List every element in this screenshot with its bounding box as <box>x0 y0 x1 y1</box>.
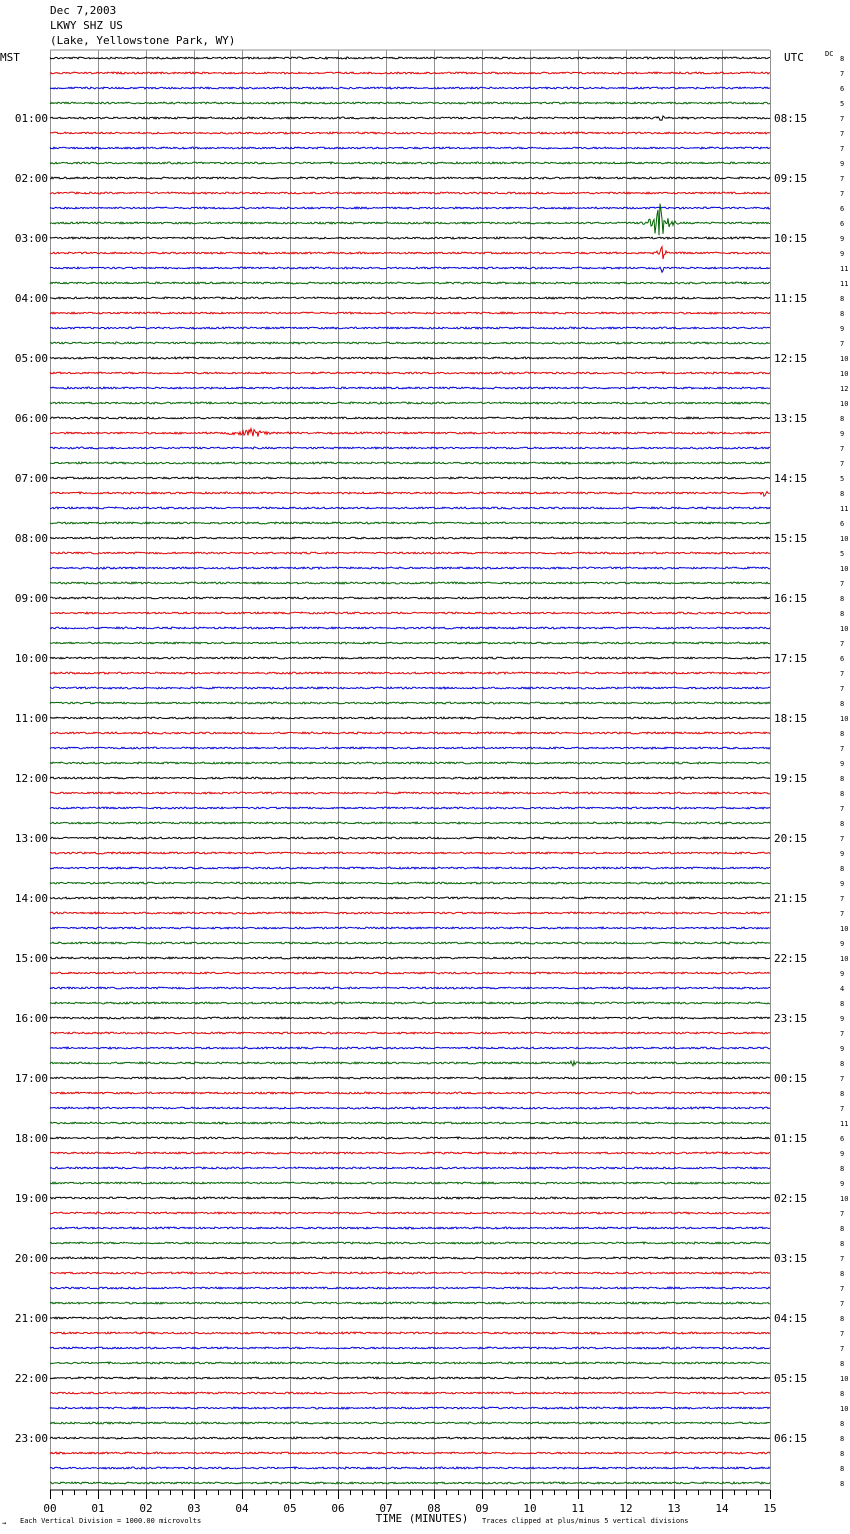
utc-time-label: 13:15 <box>774 412 808 425</box>
trace-row <box>50 1197 770 1199</box>
dc-offset-label: 9 <box>840 235 845 243</box>
location-label: (Lake, Yellowstone Park, WY) <box>50 34 236 47</box>
dc-offset-label: 5 <box>840 100 845 108</box>
dc-offset-label: 8 <box>840 1090 845 1098</box>
trace-row <box>50 147 770 149</box>
dc-offset-label: 6 <box>840 520 845 528</box>
trace-row <box>50 247 770 259</box>
trace-row <box>50 777 770 779</box>
x-tick-label: 13 <box>667 1502 681 1515</box>
trace-row <box>50 597 770 599</box>
mst-time-label: 07:00 <box>14 472 48 485</box>
trace-row <box>50 837 770 839</box>
dc-offset-label: 5 <box>840 550 845 558</box>
trace-row <box>50 177 770 179</box>
mst-time-label: 16:00 <box>14 1012 48 1025</box>
trace-row <box>50 1242 770 1244</box>
dc-offset-label: 8 <box>840 1360 845 1368</box>
x-tick-label: 10 <box>523 1502 537 1515</box>
dc-offset-label: 11 <box>840 505 849 513</box>
dc-offset-label: 7 <box>840 895 845 903</box>
utc-time-label: 23:15 <box>774 1012 808 1025</box>
dc-offset-label: 10 <box>840 715 849 723</box>
x-tick-label: 08 <box>427 1502 441 1515</box>
utc-time-label: 22:15 <box>774 952 808 965</box>
mst-time-label: 20:00 <box>14 1252 48 1265</box>
dc-offset-label: 9 <box>840 1045 845 1053</box>
trace-row <box>50 429 770 437</box>
x-tick-label: 09 <box>475 1502 489 1515</box>
dc-offset-label: 9 <box>840 970 845 978</box>
utc-time-label: 16:15 <box>774 592 808 605</box>
trace-row <box>50 116 770 120</box>
dc-offset-label: 5 <box>840 475 845 483</box>
trace-row <box>50 372 770 374</box>
dc-offset-label: 9 <box>840 325 845 333</box>
trace-row <box>50 1332 770 1334</box>
dc-offset-label: 9 <box>840 760 845 768</box>
dc-offset-label: 7 <box>840 835 845 843</box>
dc-offset-label: 9 <box>840 430 845 438</box>
x-tick-label: 07 <box>379 1502 393 1515</box>
scale-note: Each Vertical Division = 1000.00 microvolts <box>20 1517 202 1525</box>
trace-row <box>50 1182 770 1184</box>
dc-offset-label: 7 <box>840 70 845 78</box>
dc-offset-label: 8 <box>840 730 845 738</box>
dc-offset-label: 10 <box>840 355 849 363</box>
utc-time-label: 00:15 <box>774 1072 808 1085</box>
utc-time-label: 19:15 <box>774 772 808 785</box>
mst-time-label: 23:00 <box>14 1432 48 1445</box>
x-tick-label: 06 <box>331 1502 345 1515</box>
trace-row <box>50 1437 770 1439</box>
trace-row <box>50 1287 770 1289</box>
x-tick-label: 00 <box>43 1502 57 1515</box>
trace-row <box>50 1482 770 1484</box>
dc-offset-label: 8 <box>840 595 845 603</box>
trace-row <box>50 942 770 944</box>
trace-row <box>50 132 770 134</box>
trace-row <box>50 1077 770 1079</box>
dc-offset-label: 10 <box>840 535 849 543</box>
date-label: Dec 7,2003 <box>50 4 117 17</box>
trace-row <box>50 1061 770 1066</box>
dc-offset-label: 9 <box>840 250 845 258</box>
dc-offset-label: 7 <box>840 1030 845 1038</box>
dc-offset-label: 8 <box>840 775 845 783</box>
mst-time-label: 12:00 <box>14 772 48 785</box>
dc-offset-label: 7 <box>840 1300 845 1308</box>
mst-time-label: 03:00 <box>14 232 48 245</box>
mst-time-label: 18:00 <box>14 1132 48 1145</box>
dc-offset-label: 6 <box>840 85 845 93</box>
mst-time-label: 21:00 <box>14 1312 48 1325</box>
dc-offset-label: 8 <box>840 1390 845 1398</box>
mst-time-label: 05:00 <box>14 352 48 365</box>
trace-row <box>50 747 770 749</box>
x-tick-label: 12 <box>619 1502 633 1515</box>
dc-offset-label: 10 <box>840 400 849 408</box>
trace-row <box>50 822 770 824</box>
dc-offset-label: 7 <box>840 670 845 678</box>
corner-mark: → <box>2 1519 7 1527</box>
trace-row <box>50 732 770 734</box>
trace-row <box>50 927 770 929</box>
mst-axis-label: MST <box>0 51 20 64</box>
trace-row <box>50 987 770 989</box>
trace-row <box>50 1017 770 1019</box>
trace-row <box>50 57 770 59</box>
trace-row <box>50 1227 770 1229</box>
dc-offset-label: 6 <box>840 220 845 228</box>
trace-row <box>50 357 770 359</box>
trace-row <box>50 1122 770 1124</box>
trace-row <box>50 387 770 389</box>
x-tick-label: 03 <box>187 1502 201 1515</box>
trace-row <box>50 522 770 524</box>
trace-row <box>50 1407 770 1409</box>
trace-row <box>50 402 770 404</box>
utc-time-label: 14:15 <box>774 472 808 485</box>
x-tick-label: 02 <box>139 1502 153 1515</box>
dc-offset-label: 7 <box>840 1105 845 1113</box>
utc-time-label: 11:15 <box>774 292 808 305</box>
mst-time-label: 08:00 <box>14 532 48 545</box>
trace-row <box>50 1422 770 1424</box>
utc-axis-label: UTC <box>784 51 804 64</box>
dc-offset-label: 9 <box>840 1150 845 1158</box>
dc-offset-label: 7 <box>840 1075 845 1083</box>
dc-offset-label: 8 <box>840 1450 845 1458</box>
trace-row <box>50 1152 770 1154</box>
trace-row <box>50 1377 770 1379</box>
utc-time-label: 08:15 <box>774 112 808 125</box>
dc-offset-label: 10 <box>840 565 849 573</box>
mst-time-label: 10:00 <box>14 652 48 665</box>
dc-offset-label: 7 <box>840 175 845 183</box>
trace-row <box>50 1137 770 1139</box>
dc-offset-label: 7 <box>840 745 845 753</box>
trace-row <box>50 267 770 272</box>
mst-time-label: 22:00 <box>14 1372 48 1385</box>
dc-offset-label: 7 <box>840 460 845 468</box>
trace-row <box>50 912 770 914</box>
dc-offset-label: 10 <box>840 1375 849 1383</box>
dc-offset-label: 8 <box>840 490 845 498</box>
trace-row <box>50 702 770 704</box>
trace-row <box>50 957 770 959</box>
dc-offset-label: 7 <box>840 1255 845 1263</box>
trace-row <box>50 312 770 314</box>
trace-row <box>50 582 770 584</box>
x-tick-label: 04 <box>235 1502 249 1515</box>
mst-time-label: 09:00 <box>14 592 48 605</box>
mst-time-label: 01:00 <box>14 112 48 125</box>
trace-row <box>50 1302 770 1304</box>
trace-row <box>50 687 770 689</box>
trace-row <box>50 1047 770 1049</box>
dc-offset-label: 8 <box>840 1225 845 1233</box>
x-tick-label: 14 <box>715 1502 729 1515</box>
dc-offset-label: 8 <box>840 310 845 318</box>
utc-time-label: 10:15 <box>774 232 808 245</box>
x-tick-label: 11 <box>571 1502 585 1515</box>
dc-offset-label: 8 <box>840 1270 845 1278</box>
trace-row <box>50 552 770 554</box>
trace-row <box>50 642 770 644</box>
x-tick-label: 01 <box>91 1502 105 1515</box>
trace-row <box>50 1317 770 1319</box>
dc-offset-label: 8 <box>840 1480 845 1488</box>
dc-offset-label: 7 <box>840 1285 845 1293</box>
trace-row <box>50 1467 770 1469</box>
dc-offset-label: 7 <box>840 685 845 693</box>
dc-offset-label: 10 <box>840 625 849 633</box>
utc-time-label: 12:15 <box>774 352 808 365</box>
trace-row <box>50 882 770 884</box>
dc-offset-label: 8 <box>840 1420 845 1428</box>
dc-offset-label: 8 <box>840 700 845 708</box>
trace-row <box>50 972 770 974</box>
dc-offset-label: 8 <box>840 295 845 303</box>
trace-row <box>50 762 770 764</box>
utc-time-label: 02:15 <box>774 1192 808 1205</box>
dc-offset-label: 11 <box>840 1120 849 1128</box>
x-axis-label: TIME (MINUTES) <box>375 1512 469 1525</box>
dc-offset-label: 10 <box>840 1405 849 1413</box>
trace-row <box>50 1362 770 1364</box>
trace-row <box>50 342 770 344</box>
dc-offset-label: 7 <box>840 190 845 198</box>
mst-time-label: 04:00 <box>14 292 48 305</box>
trace-row <box>50 507 770 509</box>
trace-row <box>50 204 770 236</box>
mst-time-label: 06:00 <box>14 412 48 425</box>
dc-offset-label: 8 <box>840 865 845 873</box>
trace-row <box>50 102 770 104</box>
dc-offset-label: 8 <box>840 1165 845 1173</box>
dc-offset-label: 8 <box>840 1465 845 1473</box>
mst-time-label: 17:00 <box>14 1072 48 1085</box>
dc-offset-label: 8 <box>840 1435 845 1443</box>
utc-time-label: 04:15 <box>774 1312 808 1325</box>
dc-offset-label: 9 <box>840 160 845 168</box>
dc-offset-label: 10 <box>840 925 849 933</box>
trace-row <box>50 1452 770 1454</box>
trace-row <box>50 1107 770 1109</box>
utc-time-label: 09:15 <box>774 172 808 185</box>
trace-row <box>50 567 770 569</box>
dc-offset-label: 7 <box>840 580 845 588</box>
mst-time-label: 11:00 <box>14 712 48 725</box>
dc-offset-label: 10 <box>840 955 849 963</box>
dc-header-label: DC <box>825 50 834 58</box>
trace-rows <box>50 57 770 1484</box>
dc-offset-label: 7 <box>840 640 845 648</box>
x-tick-label: 15 <box>763 1502 777 1515</box>
trace-row <box>50 1212 770 1214</box>
trace-row <box>50 327 770 329</box>
trace-row <box>50 417 770 419</box>
trace-row <box>50 87 770 89</box>
utc-time-label: 21:15 <box>774 892 808 905</box>
trace-row <box>50 462 770 464</box>
trace-row <box>50 1347 770 1349</box>
utc-time-label: 15:15 <box>774 532 808 545</box>
trace-row <box>50 237 770 239</box>
dc-offset-label: 9 <box>840 1180 845 1188</box>
mst-time-label: 15:00 <box>14 952 48 965</box>
trace-row <box>50 297 770 299</box>
mst-time-label: 14:00 <box>14 892 48 905</box>
dc-offset-label: 9 <box>840 880 845 888</box>
utc-time-label: 17:15 <box>774 652 808 665</box>
utc-time-label: 18:15 <box>774 712 808 725</box>
trace-row <box>50 792 770 794</box>
dc-offset-label: 8 <box>840 1000 845 1008</box>
dc-offset-label: 11 <box>840 280 849 288</box>
dc-offset-label: 6 <box>840 1135 845 1143</box>
utc-time-label: 05:15 <box>774 1372 808 1385</box>
trace-row <box>50 1167 770 1169</box>
utc-time-label: 01:15 <box>774 1132 808 1145</box>
dc-offset-label: 9 <box>840 850 845 858</box>
dc-offset-label: 7 <box>840 1210 845 1218</box>
station-label: LKWY SHZ US <box>50 19 123 32</box>
trace-row <box>50 672 770 674</box>
dc-offset-label: 7 <box>840 910 845 918</box>
utc-time-label: 20:15 <box>774 832 808 845</box>
dc-offset-label: 9 <box>840 1015 845 1023</box>
mst-time-label: 19:00 <box>14 1192 48 1205</box>
trace-row <box>50 537 770 539</box>
mst-time-label: 13:00 <box>14 832 48 845</box>
trace-row <box>50 447 770 449</box>
trace-row <box>50 807 770 809</box>
trace-row <box>50 1392 770 1394</box>
dc-offset-label: 8 <box>840 55 845 63</box>
trace-row <box>50 867 770 869</box>
dc-offset-label: 11 <box>840 265 849 273</box>
dc-offset-label: 8 <box>840 415 845 423</box>
trace-row <box>50 852 770 854</box>
trace-row <box>50 1002 770 1004</box>
dc-offset-label: 7 <box>840 805 845 813</box>
trace-row <box>50 1032 770 1034</box>
dc-offset-label: 10 <box>840 1195 849 1203</box>
trace-row <box>50 192 770 194</box>
utc-time-label: 03:15 <box>774 1252 808 1265</box>
trace-row <box>50 1092 770 1094</box>
trace-row <box>50 207 770 209</box>
trace-row <box>50 612 770 614</box>
dc-offset-label: 6 <box>840 205 845 213</box>
trace-row <box>50 627 770 629</box>
mst-time-label: 02:00 <box>14 172 48 185</box>
dc-offset-label: 7 <box>840 1330 845 1338</box>
utc-time-label: 06:15 <box>774 1432 808 1445</box>
dc-offset-label: 8 <box>840 790 845 798</box>
trace-row <box>50 492 770 497</box>
trace-row <box>50 1272 770 1274</box>
dc-offset-label: 9 <box>840 940 845 948</box>
dc-offset-label: 8 <box>840 1240 845 1248</box>
dc-offset-label: 8 <box>840 820 845 828</box>
trace-row <box>50 477 770 479</box>
dc-offset-label: 7 <box>840 340 845 348</box>
trace-row <box>50 1257 770 1259</box>
trace-row <box>50 657 770 659</box>
dc-offset-label: 7 <box>840 115 845 123</box>
dc-offset-label: 6 <box>840 655 845 663</box>
dc-offset-label: 4 <box>840 985 845 993</box>
x-tick-label: 05 <box>283 1502 297 1515</box>
dc-offset-label: 8 <box>840 1060 845 1068</box>
trace-row <box>50 717 770 719</box>
trace-row <box>50 72 770 74</box>
dc-offset-label: 7 <box>840 130 845 138</box>
trace-row <box>50 282 770 284</box>
dc-offset-label: 10 <box>840 370 849 378</box>
dc-offset-label: 7 <box>840 145 845 153</box>
dc-offset-label: 12 <box>840 385 849 393</box>
trace-row <box>50 162 770 164</box>
dc-offset-label: 7 <box>840 445 845 453</box>
trace-row <box>50 897 770 899</box>
dc-offset-label: 7 <box>840 1345 845 1353</box>
dc-offset-label: 8 <box>840 610 845 618</box>
dc-offset-label: 8 <box>840 1315 845 1323</box>
clip-note: Traces clipped at plus/minus 5 vertical divisions <box>482 1517 689 1525</box>
